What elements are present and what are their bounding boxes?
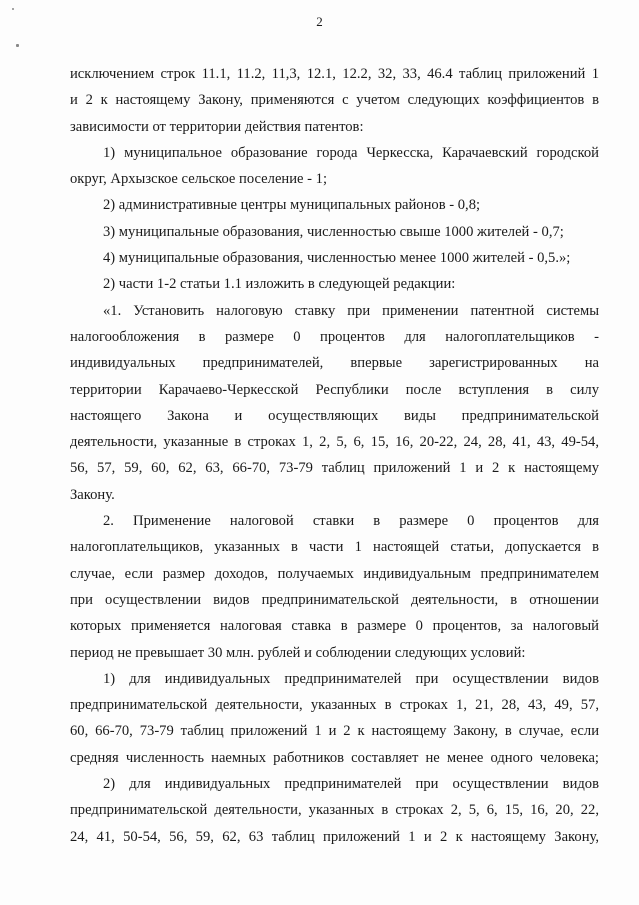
text-line: которых применяется налоговая ставка в размере 0 процентов, за налоговый	[70, 618, 599, 635]
text-line: 2) части 1-2 статьи 1.1 изложить в следующей редакции:	[103, 276, 456, 293]
text-line: средняя численность наемных работников составляет не менее одного человека;	[70, 749, 599, 766]
text-line: 24, 41, 50-54, 56, 59, 62, 63 таблиц приложений 1 и 2 к настоящему Закону,	[70, 828, 599, 845]
text-line: налогообложения в размере 0 процентов для налогоплательщиков -	[70, 328, 599, 345]
page-number: 2	[316, 14, 323, 29]
text-line: случае, если размер доходов, получаемых индивидуальным предпринимателем	[70, 565, 599, 582]
text-line: индивидуальных предпринимателей, впервые зарегистрированных на	[70, 355, 599, 372]
text-line: 3) муниципальные образования, численностью свыше 1000 жителей - 0,7;	[103, 223, 564, 240]
scan-speck	[16, 44, 19, 47]
text-line: исключением строк 11.1, 11.2, 11,3, 12.1, 12.2, 32, 33, 46.4 таблиц приложений 1	[70, 66, 599, 82]
text-line: зависимости от территории действия патентов:	[70, 118, 364, 135]
text-line: 56, 57, 59, 60, 62, 63, 66-70, 73-79 таблиц приложений 1 и 2 к настоящему	[70, 460, 599, 477]
text-line: и 2 к настоящему Закону, применяются с учетом следующих коэффициентов в	[70, 92, 599, 109]
scan-speck	[12, 8, 14, 10]
text-line: период не превышает 30 млн. рублей и соблюдении следующих условий:	[70, 644, 526, 661]
text-line: предпринимательской деятельности, указанных в строках 1, 21, 28, 43, 49, 57,	[70, 697, 599, 714]
text-line: при осуществлении видов предпринимательской деятельности, в отношении	[70, 591, 599, 608]
text-line: деятельности, указанные в строках 1, 2, 5, 6, 15, 16, 20-22, 24, 28, 41, 43, 49-54,	[70, 434, 599, 451]
text-line: Закону.	[70, 486, 115, 503]
text-line: 60, 66-70, 73-79 таблиц приложений 1 и 2 к настоящему Закону, в случае, если	[70, 723, 599, 740]
text-line: предпринимательской деятельности, указанных в строках 2, 5, 6, 15, 16, 20, 22,	[70, 802, 599, 819]
text-line: округ, Архызское сельское поселение - 1;	[70, 171, 328, 188]
text-line: 2) для индивидуальных предпринимателей при осуществлении видов	[103, 776, 599, 793]
text-line: «1. Установить налоговую ставку при применении патентной системы	[103, 302, 599, 319]
text-line: территории Карачаево-Черкесской Республики после вступления в силу	[70, 381, 599, 398]
document-body	[70, 61, 599, 850]
text-line: 1) муниципальное образование города Черкесска, Карачаевский городской	[103, 144, 599, 161]
text-line: налогоплательщиков, указанных в части 1 настоящей статьи, допускается в	[70, 539, 599, 556]
text-line: настоящего Закона и осуществляющих виды предпринимательской	[70, 407, 599, 424]
text-line: 1) для индивидуальных предпринимателей при осуществлении видов	[103, 670, 599, 687]
text-line: 2) административные центры муниципальных районов - 0,8;	[103, 197, 481, 214]
text-line: 2. Применение налоговой ставки в размере 0 процентов для	[103, 513, 599, 530]
text-line: 4) муниципальные образования, численностью менее 1000 жителей - 0,5.»;	[103, 250, 571, 267]
